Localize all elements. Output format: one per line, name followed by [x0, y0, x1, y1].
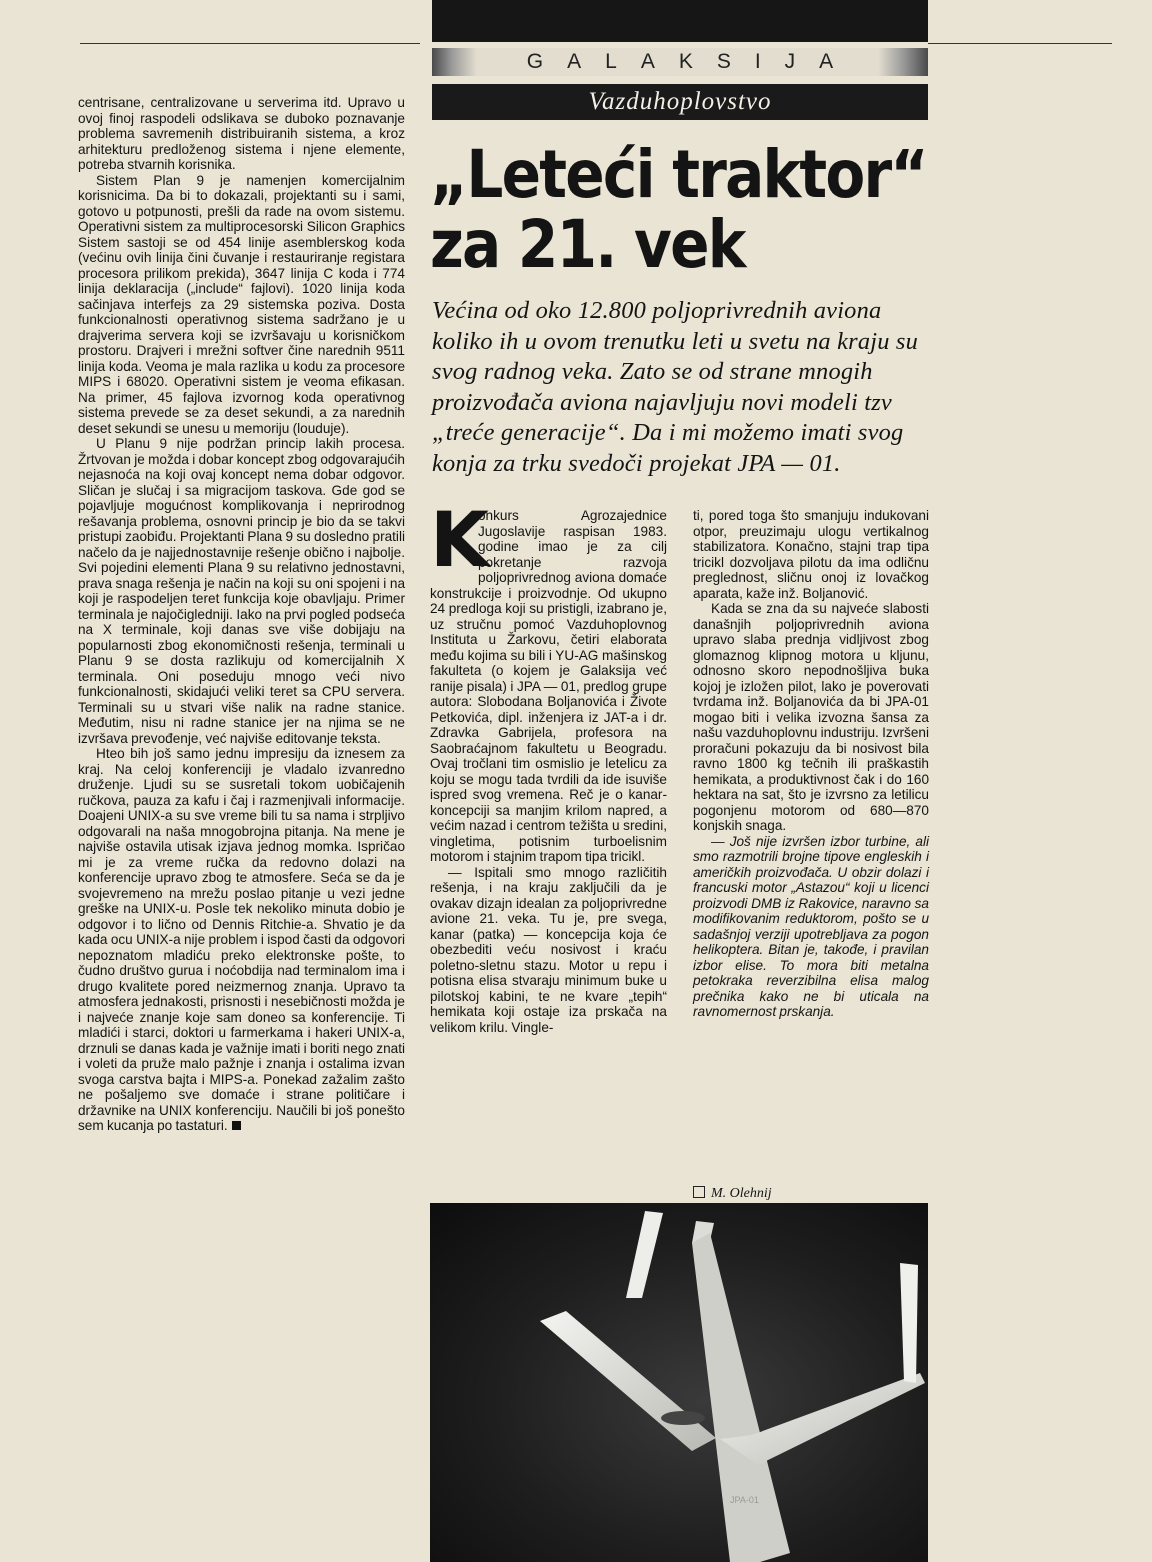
byline-box-icon	[693, 1186, 705, 1198]
right-paragraph-3: — Još nije izvršen izbor turbine, ali smo razmotrili brojne tipove engleskih i američkih proizvođača. U obzir dolazi i francuski motor „Astazou“ koji u licenci proizvodi DMB iz Rakovice, naravno sa modifikovanim reduktorom, pošto se u sadašnjoj verziji upotrebljava za pogon helikoptera. Bitan je, takođe, i pravilan izbor elise. To mora biti metalna petokraka reverzibilna elisa malog prečnika kako ne bi uticala na ravnomernost prskanja.	[693, 833, 929, 1019]
main-wing-left-shape	[540, 1311, 716, 1451]
aircraft-marking: JPA-01	[730, 1495, 759, 1505]
right-paragraph-1: ti, pored toga što smanjuju indukovani otpor, preuzimaju ulogu vertikalnog stabilizatora. Konačno, stajni trap tipa tricikl dozvoljava pilotu da ima odličnu preglednost, sličnu onoj iz lovačkog aparata, kaže inž. Boljanović.	[693, 508, 929, 601]
middle-paragraph-1	[430, 495, 667, 865]
headline-line-2: za 21. vek	[430, 206, 745, 283]
header-black-bar	[432, 0, 928, 42]
left-paragraph-1: centrisane, centralizovane u serverima itd. Upravo u ovoj finoj raspodeli odslikava se duboko poznavanje problema savremenih distribuiranih sistema, a kroz arhitekturu predloženog sistema i njene elemente, potreba stvarnih korisnika.	[78, 95, 405, 172]
drop-cap: K	[430, 495, 489, 584]
headline-line-1: „Leteći traktor“	[430, 136, 927, 213]
byline-author: M. Olehnij	[711, 1186, 772, 1201]
article-headline	[430, 136, 927, 283]
end-mark-icon	[232, 1121, 241, 1130]
fuselage-shape	[692, 1233, 790, 1562]
byline	[693, 1186, 772, 1202]
adjacent-page-edge	[945, 0, 1152, 1562]
left-column	[78, 95, 405, 1134]
middle-column	[430, 495, 667, 1035]
winglet-right-shape	[900, 1263, 918, 1383]
right-column	[693, 508, 929, 1020]
middle-paragraph-1-text: onkurs Agrozajednice Jugoslavije raspisan 1983. godine imao je za cilj pokretanje razvoja poljoprivrednog aviona domaće konstrukcije i proizvodnje. Od ukupno 24 predloga koji su pristigli, izabrano je, uz stručnu pomoć Vazduhoplovnog Instituta u Žarkovu, četiri elaborata među kojima su bili i YU-AG mašinskog fakulteta (o kojem je Galaksija već ranije pisala) i JPA — 01, predlog grupe autora: Slobodana Boljanovića i Živote Petkovića, dipl. inženjera iz JAT-a i dr. Zdravka Gabrijela, profesora na Saobraćajnom fakultetu u Beogradu. Ovaj tročlani tim osmislio je letelicu za koju se mogu tada tvrdili da ide isuviše ispred svog vremena. Reč je o kanar-koncepciji sa manjim krilom napred, a većim nazad i centrom težišta u sredini, vingletima, potisnim turboelisnim motorom i stajnim trapom tipa tricikl.	[430, 508, 667, 864]
aircraft-photo	[430, 1203, 928, 1562]
canopy-shape	[661, 1411, 705, 1425]
left-paragraph-4	[78, 746, 405, 1134]
left-paragraph-4-text: Hteo bih još samo jednu impresiju da iznesem za kraj. Na celoj konferenciji je vladalo izvanredno druženje. Ljudi su se susretali tokom uobičajenih ručkova, pauza za kafu i čaj i razmenjivali informacije. Doajeni UNIX-a su sve vreme bili tu sa nama i strpljivo odgovarali na naša mnogobrojna pitanja. Na mene je najviše ostavila utisak izjava jednog momka. Ispričao mi je za vreme ručka da redovno dolazi na konferencije upravo zbog te atmosfere. Seća se da je svojevremeno na mrežu poslao pitanje u vezi jedne greške na UNIX-u. Posle tek nekoliko minuta dobio je odgovor i to lično od Dennis Ritchie-a. Shvatio je da kada ocu UNIX-a nije problem i ispod časti da odgovori nepoznatom mladiću preko elektronske pošte, to čudno društvo gurua i noćobdija nad terminalom ima i drugo kvalitete pored neizmernog znanja. Upravo ta atmosfera jednakosti, prisnosti i nesebičnosti možda je i najveće znanje koje sam doneo sa konferencije. Ti mladići i starci, doktori u farmerkama i hakeri UNIX-a, drznuli se danas kada je važnije imati i boriti nego znati i voleti da pruže malo pažnje i znanja i ostalima izvan svoga carstva bajta i MIPS-a. Ponekad zažalim zašto ne pošaljemo sve domaće i strane političare i državnike na UNIX konferenciju. Naučili bi još ponešto sem kucanja po tastaturi.	[78, 746, 405, 1133]
section-title: Vazduhoplovstvo	[432, 84, 928, 120]
top-rule-left	[80, 43, 420, 44]
magazine-brand: GALAKSIJA	[526, 50, 858, 73]
winglet-left-shape	[626, 1211, 663, 1298]
aircraft-model-illustration	[430, 1203, 928, 1562]
middle-paragraph-2: — Ispitali smo mnogo različitih rešenja, i na kraju zaključili da je ovakav dizajn idealan za poljoprivredne avione 21. veka. Tu je, pre svega, kanar (patka) — koncepcija koja će obezbediti veću nosivost i kraću poletno-sletnu stazu. Motor u repu i potisna elisa stvaraju minimum buke u pilotskoj kabini, te ne kvare „tepih“ hemikata koji ostaje iza prskača na velikom krilu. Vingle-	[430, 864, 667, 1035]
left-paragraph-2: Sistem Plan 9 je namenjen komercijalnim korisnicima. Da bi to dokazali, projektanti su i sami, gotovo u potpunosti, prešli da rade na ovom sistemu. Operativni sistem za multiprocesorski Silicon Graphics Sistem sastoji se od 454 linije asemblerskog koda (većinu ovih linija čini čuvanje i restauriranje registara procesora prilikom prekida), 3647 linija C koda i 774 linija deklaracija („include“ fajlovi). 1020 linija koda sačinjava interfejs za 29 sistemska poziva. Dosta funkcionalnosti operativnog sistema sadržano je u drajverima servera koji se izvršavaju u korisničkom prostoru. Drajveri i mrežni softver čine narednih 9511 linija koda. Veoma je mala razlika u kodu za procesore MIPS i 68020. Operativni sistem je veoma efikasan. Na primer, 45 fajlova izvornog koda operativnog sistema prevede se za deset sekundi, a za narednih deset sekundi se unesu u memoriju (louduje).	[78, 172, 405, 436]
right-paragraph-2: Kada se zna da su najveće slabosti današnjih poljoprivrednih aviona upravo slaba prednja vidljivost zbog glomaznog klipnog motora u kljunu, odnosno skoro nepodnošljiva buka kojoj je izložen pilot, lako je poverovati tvrdama inž. Boljanovića da bi JPA-01 mogao biti i velika izvozna šansa za našu vazduhoplovnu industriju. Izvršeni proračuni pokazuju da bi nosivost bila ravno 1800 kg tečnih ili praškastih hemikata, a produktivnost čak i do 160 hektara na sat, što je izvrsno za letilicu pogonjenu motorom od 680—870 konjskih snaga.	[693, 601, 929, 833]
article-deck: Većina od oko 12.800 poljoprivrednih aviona koliko ih u ovom trenutku leti u svetu na kraju su svog radnog veka. Zato se od strane mnogih proizvođača aviona najavljuju novi modeli tzv „treće generacije“. Da i mi možemo imati svog konja za trku svedoči projekat JPA — 01.	[432, 297, 918, 477]
left-paragraph-3: U Planu 9 nije podržan princip lakih procesa. Žrtvovan je možda i dobar koncept zbog odgovarajućih nejasnoća na koji ovaj koncept nema dobar odgovor. Sličan je slučaj i sa migracijom taskova. Gde god se pojavljuje mogućnost komplikovanja i neprirodnog rešavanja problema, osnovni princip je bio da se takvi pristupi zaobiđu. Projektanti Plana 9 su dosledno pratili načelo da je najjednostavnije rešenje obično i najbolje. Svi pojedini elementi Plana 9 su relativno jednostavni, prava snaga rešenja je način na koji su oni spojeni i na koji je raspodeljen teret funkcija koje obavljaju. Primer terminala je najočigledniji. Iako na prvi pogled podseća na X terminale, koji danas sve više dobijaju na popularnosti zbog ekonomičnosti rešenja, terminali u Planu 9 se dosta razlikuju od komercijalnih X terminala. Oni poseduju mnogo veći nivo funkcionalnosti, skidajući veliki teret sa CPU servera. Terminali su u stvari više nalik na radne stanice. Međutim, nisu ni radne stanice jer na njima se ne izvršava prevođenje, već najviše editovanje teksta.	[78, 436, 405, 746]
